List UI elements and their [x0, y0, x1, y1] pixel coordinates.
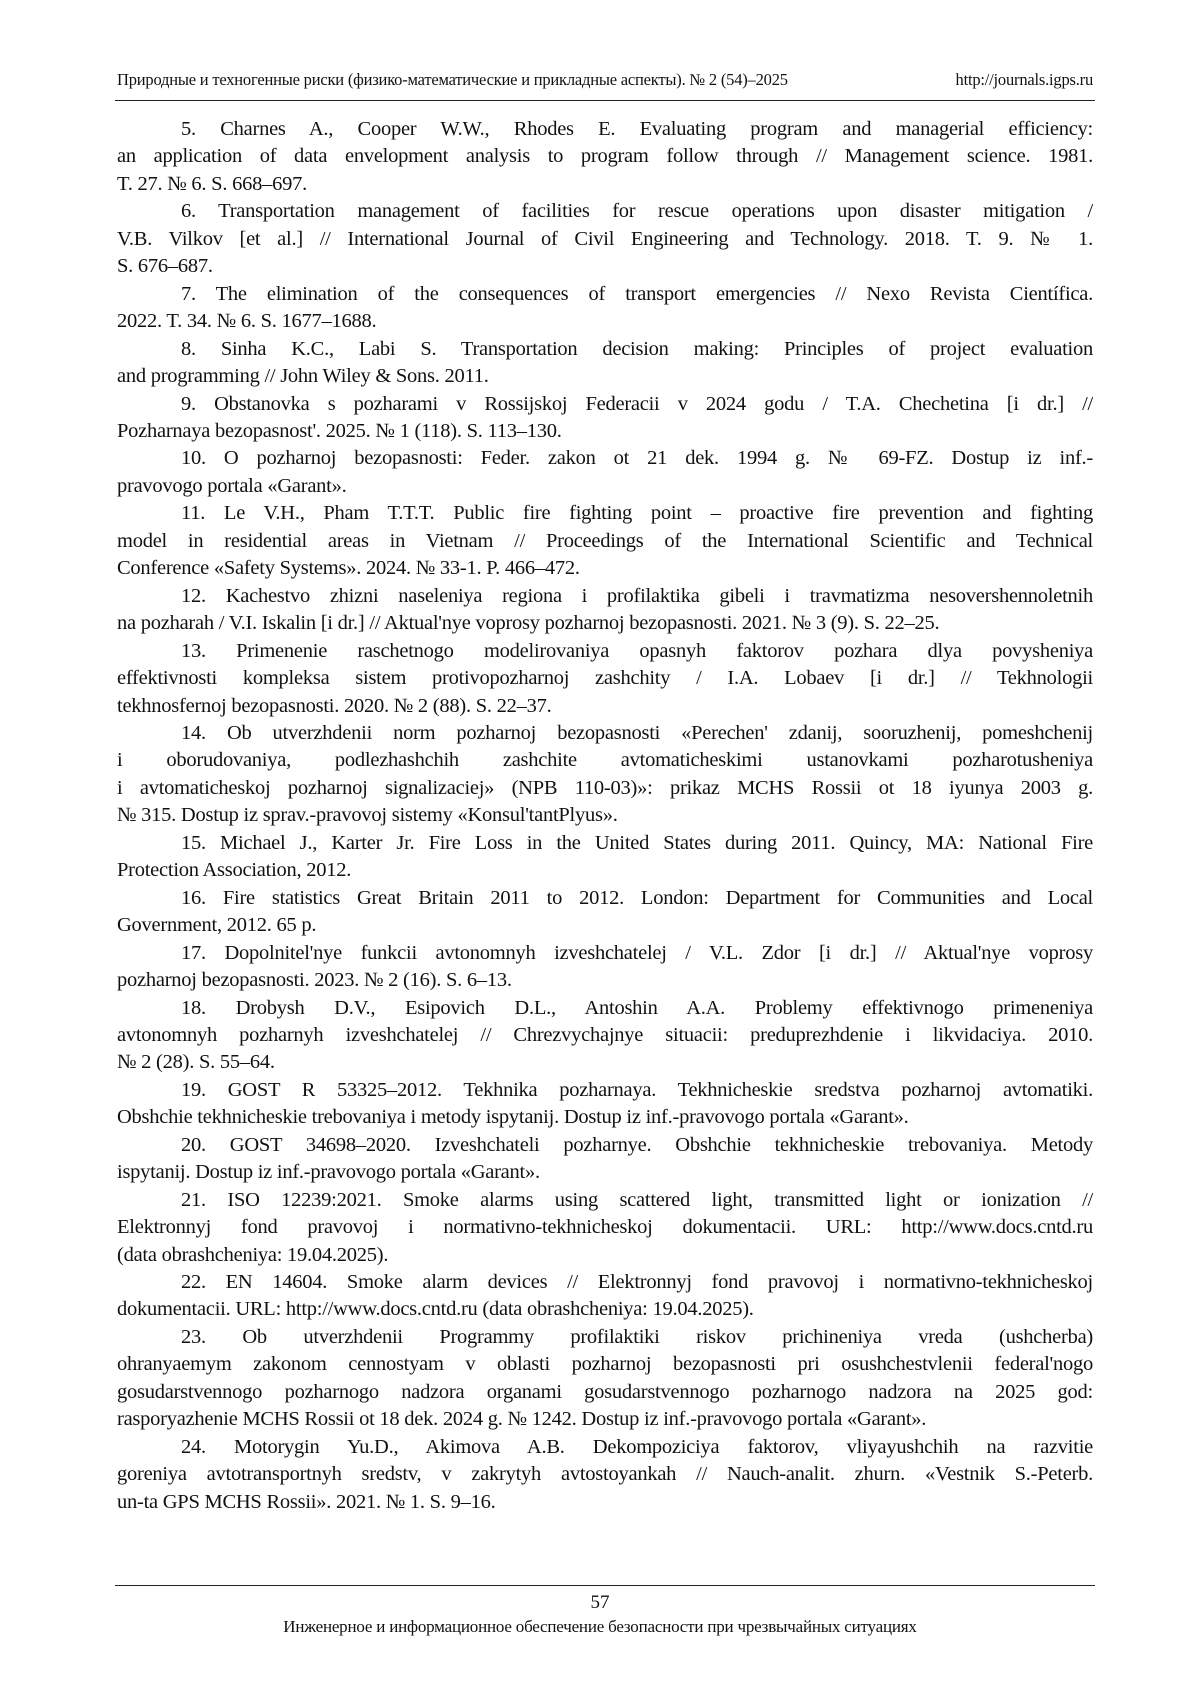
- reference-item: [117, 885, 1093, 940]
- journal-title: Природные и техногенные риски (физико-математические и прикладные аспекты). № 2 (54)–2025: [117, 70, 788, 90]
- reference-line: ispytanij. Dostup iz inf.-pravovogo portala «Garant».: [117, 1159, 1093, 1186]
- reference-line: rasporyazhenie MCHS Rossii ot 18 dek. 2024 g. № 1242. Dostup iz inf.-pravovogo portala «Garant».: [117, 1406, 1093, 1433]
- running-footer: Инженерное и информационное обеспечение безопасности при чрезвычайных ситуациях: [0, 1617, 1200, 1637]
- reference-line: pozharnoj bezopasnosti. 2023. № 2 (16). S. 6–13.: [117, 967, 1093, 994]
- reference-line: 17. Dopolnitel'nye funkcii avtonomnyh izveshchatelej / V.L. Zdor [i dr.] // Aktual'nye voprosy: [117, 940, 1093, 967]
- reference-line: na pozharah / V.I. Iskalin [i dr.] // Aktual'nye voprosy pozharnoj bezopasnosti. 2021. № 3 (9). S. 22–25.: [117, 610, 1093, 637]
- reference-item: [117, 720, 1093, 830]
- reference-line: Obshchie tekhnicheskie trebovaniya i metody ispytanij. Dostup iz inf.-pravovogo portala «Garant».: [117, 1104, 1093, 1131]
- reference-line: goreniya avtotransportnyh sredstv, v zakrytyh avtostoyankah // Nauch-analit. zhurn. «Vestnik S.-Peterb.: [117, 1461, 1093, 1488]
- journal-url[interactable]: http://journals.igps.ru: [956, 70, 1093, 90]
- reference-line: № 315. Dostup iz sprav.-pravovoj sistemy «Konsul'tantPlyus».: [117, 802, 1093, 829]
- reference-item: [117, 995, 1093, 1077]
- reference-line: S. 676–687.: [117, 253, 1093, 280]
- reference-item: [117, 830, 1093, 885]
- reference-item: [117, 638, 1093, 720]
- reference-line: effektivnosti kompleksa sistem protivopozharnoj zashchity / I.A. Lobaev [i dr.] // Tekhnologii: [117, 665, 1093, 692]
- reference-line: 2022. T. 34. № 6. S. 1677–1688.: [117, 308, 1093, 335]
- reference-line: ohranyaemym zakonom cennostyam v oblasti pozharnoj bezopasnosti pri osushchestvlenii federal'nogo: [117, 1351, 1093, 1378]
- reference-line: № 2 (28). S. 55–64.: [117, 1049, 1093, 1076]
- reference-line: 5. Charnes A., Cooper W.W., Rhodes E. Evaluating program and managerial efficiency:: [117, 116, 1093, 143]
- reference-line: avtonomnyh pozharnyh izveshchatelej // Chrezvychajnye situacii: preduprezhdenie i likvidaciya. 2010.: [117, 1022, 1093, 1049]
- reference-line: T. 27. № 6. S. 668–697.: [117, 171, 1093, 198]
- reference-line: 19. GOST R 53325–2012. Tekhnika pozharnaya. Tekhnicheskie sredstva pozharnoj avtomatiki.: [117, 1077, 1093, 1104]
- reference-line: i oborudovaniya, podlezhashchih zashchite avtomaticheskimi ustanovkami pozharotusheniya: [117, 747, 1093, 774]
- reference-line: 9. Obstanovka s pozharami v Rossijskoj Federacii v 2024 godu / T.A. Chechetina [i dr.] //: [117, 391, 1093, 418]
- reference-line: 10. O pozharnoj bezopasnosti: Feder. zakon ot 21 dek. 1994 g. № 69-FZ. Dostup iz inf.-: [117, 445, 1093, 472]
- reference-line: 8. Sinha K.C., Labi S. Transportation decision making: Principles of project evaluation: [117, 336, 1093, 363]
- reference-line: model in residential areas in Vietnam // Proceedings of the International Scientific and Technical: [117, 528, 1093, 555]
- reference-line: dokumentacii. URL: http://www.docs.cntd.ru (data obrashcheniya: 19.04.2025).: [117, 1296, 1093, 1323]
- reference-line: an application of data envelopment analysis to program follow through // Management science. 1981.: [117, 143, 1093, 170]
- reference-line: gosudarstvennogo pozharnogo nadzora organami gosudarstvennogo pozharnogo nadzora na 2025 god:: [117, 1379, 1093, 1406]
- reference-line: pravovogo portala «Garant».: [117, 473, 1093, 500]
- reference-line: 22. EN 14604. Smoke alarm devices // Elektronnyj fond pravovoj i normativno-tekhnicheskoj: [117, 1269, 1093, 1296]
- reference-line: 23. Ob utverzhdenii Programmy profilaktiki riskov prichineniya vreda (ushcherba): [117, 1324, 1093, 1351]
- reference-item: [117, 1187, 1093, 1269]
- reference-line: 14. Ob utverzhdenii norm pozharnoj bezopasnosti «Perechen' zdanij, sooruzhenij, pomeshchenij: [117, 720, 1093, 747]
- footer-divider: [115, 1585, 1095, 1586]
- reference-line: 16. Fire statistics Great Britain 2011 to 2012. London: Department for Communities and Local: [117, 885, 1093, 912]
- reference-item: [117, 1132, 1093, 1187]
- reference-line: 18. Drobysh D.V., Esipovich D.L., Antoshin A.A. Problemy effektivnogo primeneniya: [117, 995, 1093, 1022]
- reference-line: Pozharnaya bezopasnost'. 2025. № 1 (118). S. 113–130.: [117, 418, 1093, 445]
- reference-list: [117, 116, 1093, 1516]
- page-number: 57: [0, 1592, 1200, 1614]
- reference-line: 15. Michael J., Karter Jr. Fire Loss in the United States during 2011. Quincy, MA: National Fire: [117, 830, 1093, 857]
- reference-line: Protection Association, 2012.: [117, 857, 1093, 884]
- reference-item: [117, 1434, 1093, 1516]
- reference-line: V.B. Vilkov [et al.] // International Journal of Civil Engineering and Technology. 2018. T. 9. № 1.: [117, 226, 1093, 253]
- reference-line: (data obrashcheniya: 19.04.2025).: [117, 1242, 1093, 1269]
- reference-line: Conference «Safety Systems». 2024. № 33-1. P. 466–472.: [117, 555, 1093, 582]
- reference-item: [117, 445, 1093, 500]
- reference-line: tekhnosfernoj bezopasnosti. 2020. № 2 (88). S. 22–37.: [117, 693, 1093, 720]
- reference-line: 20. GOST 34698–2020. Izveshchateli pozharnye. Obshchie tekhnicheskie trebovaniya. Metody: [117, 1132, 1093, 1159]
- reference-item: [117, 198, 1093, 280]
- reference-line: Elektronnyj fond pravovoj i normativno-tekhnicheskoj dokumentacii. URL: http://www.docs.cntd.ru: [117, 1214, 1093, 1241]
- reference-line: 7. The elimination of the consequences of transport emergencies // Nexo Revista Científica.: [117, 281, 1093, 308]
- reference-line: un-ta GPS MCHS Rossii». 2021. № 1. S. 9–16.: [117, 1489, 1093, 1516]
- reference-item: [117, 1269, 1093, 1324]
- reference-item: [117, 940, 1093, 995]
- reference-line: i avtomaticheskoj pozharnoj signalizaciej» (NPB 110-03)»: prikaz MCHS Rossii ot 18 iyunya 2003 g.: [117, 775, 1093, 802]
- reference-item: [117, 583, 1093, 638]
- running-header: [117, 70, 1093, 90]
- reference-item: [117, 1324, 1093, 1434]
- reference-item: [117, 1077, 1093, 1132]
- reference-line: 11. Le V.H., Pham T.T.T. Public fire fighting point – proactive fire prevention and fighting: [117, 500, 1093, 527]
- reference-line: and programming // John Wiley & Sons. 2011.: [117, 363, 1093, 390]
- reference-item: [117, 336, 1093, 391]
- reference-line: 12. Kachestvo zhizni naseleniya regiona i profilaktika gibeli i travmatizma nesovershennoletnih: [117, 583, 1093, 610]
- reference-item: [117, 391, 1093, 446]
- reference-line: 21. ISO 12239:2021. Smoke alarms using scattered light, transmitted light or ionization //: [117, 1187, 1093, 1214]
- reference-line: 13. Primenenie raschetnogo modelirovaniya opasnyh faktorov pozhara dlya povysheniya: [117, 638, 1093, 665]
- reference-item: [117, 116, 1093, 198]
- reference-item: [117, 500, 1093, 582]
- reference-line: 6. Transportation management of facilities for rescue operations upon disaster mitigation /: [117, 198, 1093, 225]
- reference-line: 24. Motorygin Yu.D., Akimova A.B. Dekompoziciya faktorov, vliyayushchih na razvitie: [117, 1434, 1093, 1461]
- header-divider: [115, 100, 1095, 101]
- reference-line: Government, 2012. 65 p.: [117, 912, 1093, 939]
- reference-item: [117, 281, 1093, 336]
